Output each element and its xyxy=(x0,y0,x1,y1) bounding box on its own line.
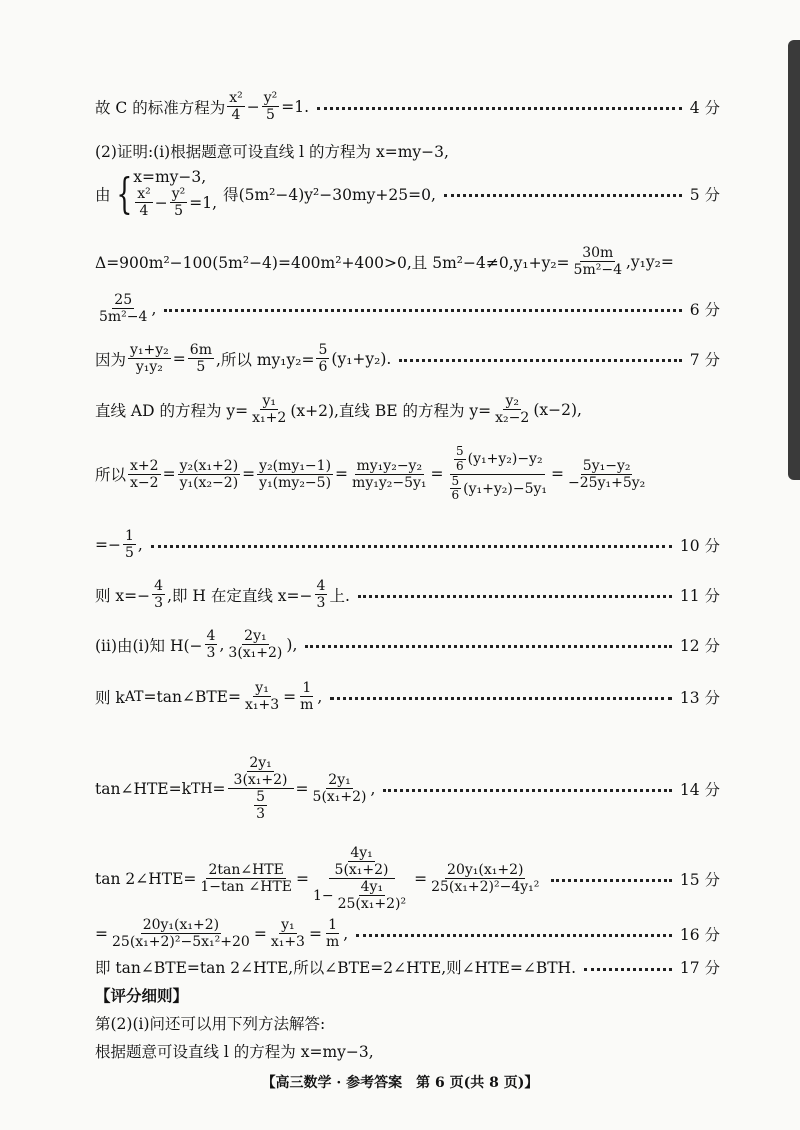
line-system: 由 { x=my−3, $\frac{\text{x²}}{4}$ − $\frac{\text{y²}}{5}$ =1, 得(5m²−4)y²−30my+25=0, 5 分 xyxy=(95,168,720,220)
leader-dots xyxy=(399,359,681,362)
fraction: $\frac{\text{x²}}{4}$ xyxy=(229,90,243,124)
line-tan-2hte: tan 2∠HTE= $\frac{\text{2tan∠HTE}}{\text{1−tan ∠HTE}}$ = $\frac{\text{4y₁}}{\text{5(x₁+2)}}$ 1− $\frac{\text{4y₁}}{\text{25(x₁+2)²}}$ = $\frac{\text{20y₁(x₁+2)}}{\text{25(x₁+2)²−4y₁²}}$ 15 分 xyxy=(95,845,720,913)
score: 10 分 xyxy=(679,536,720,555)
leader-dots xyxy=(584,968,672,971)
score: 6 分 xyxy=(689,300,720,319)
score: 4 分 xyxy=(689,98,720,117)
score: 14 分 xyxy=(679,780,720,799)
leader-dots xyxy=(551,879,671,882)
line-alt-setup: 根据题意可设直线 l 的方程为 x=my−3, xyxy=(95,1043,374,1061)
leader-dots xyxy=(305,645,671,648)
score: 5 分 xyxy=(689,185,720,204)
line-result: =− $\frac{1}{5}$ , 10 分 xyxy=(95,528,720,562)
leader-dots xyxy=(444,194,682,197)
line-fixed-line: 则 x=− $\frac{4}{3}$ ,即 H 在定直线 x=− $\frac{4}{3}$ 上. 11 分 xyxy=(95,578,720,612)
score: 13 分 xyxy=(679,688,720,707)
leader-dots xyxy=(356,934,672,937)
line-final-chain: = $\frac{\text{20y₁(x₁+2)}}{\text{25(x₁+2)²−5x₁²+20}}$ = $\frac{\text{y₁}}{\text{x₁+3}}$ = $\frac{1}{m}$ , 16 分 xyxy=(95,917,720,951)
line-k-at: 则 k AT =tan∠BTE= $\frac{\text{y₁}}{\text{x₁+3}}$ = $\frac{1}{m}$ , 13 分 xyxy=(95,680,720,714)
fraction: $\frac{25}{\text{5m²−4}}$ xyxy=(99,292,148,326)
section-heading: 【评分细则】 xyxy=(95,986,189,1005)
leader-dots xyxy=(151,545,672,548)
fraction: $\frac{\text{y²}}{5}$ xyxy=(263,90,278,124)
nested-fraction: $\frac{\frac{\text{2y₁}}{\text{3(x₁+2)}}}{\frac{5}{3}}$ xyxy=(228,755,294,822)
nested-fraction: $\frac{\text{4y₁}}{\text{5(x₁+2)}}$ 1− $\frac{\text{4y₁}}{\text{25(x₁+2)²}}$ xyxy=(312,845,407,913)
line-alt-method: 第(2)(ⅰ)问还可以用下列方法解答: xyxy=(95,1015,326,1033)
nested-fraction: $\frac{5}{6}$ (y₁+y₂)−y₂ $\frac{5}{6}$ (y₁+y₂)−5y₁ xyxy=(451,444,548,503)
line-proof-start: (2)证明:(ⅰ)根据题意可设直线 l 的方程为 x=my−3, xyxy=(95,143,449,161)
leader-dots xyxy=(330,697,671,700)
equation-system: x=my−3, $\frac{\text{x²}}{4}$ − $\frac{\text{y²}}{5}$ =1, xyxy=(133,168,218,220)
line-point-h: (ⅱ)由(ⅰ)知 H(− $\frac{4}{3}$ , $\frac{\text{2y₁}}{\text{3(x₁+2)}}$ ), 12 分 xyxy=(95,628,720,662)
line-ratio-chain: 所以 $\frac{x+2}{x-2}$ = $\frac{\text{y₂(x₁+2)}}{\text{y₁(x₂−2)}}$ = $\frac{\text{y₂(my₁−1)}}{\text{y₁(my₂−5)}}$ = $\frac{\text{my₁y₂−y₂}}{\text{my₁y₂−5y₁}}$ = $\frac{5}{6}$ (y₁+y₂)−y₂ $\frac{5}{6}$ (y₁+y₂)−5y₁ = $\frac{\text{5y₁−y₂}}{\text{−25y₁+5y₂}}$ xyxy=(95,444,646,503)
line-tan-hte: tan∠HTE=k TH = $\frac{\frac{\text{2y₁}}{\text{3(x₁+2)}}}{\frac{5}{3}}$ = $\frac{\text{2y₁}}{\text{5(x₁+2)}}$ , 14 分 xyxy=(95,755,720,823)
leader-dots xyxy=(164,309,681,312)
line-conclusion: 即 tan∠BTE=tan 2∠HTE,所以∠BTE=2∠HTE,则∠HTE=∠BTH. 17 分 xyxy=(95,956,720,978)
leader-dots xyxy=(317,107,682,110)
scrollbar[interactable] xyxy=(788,40,800,480)
line-ad-be: 直线 AD 的方程为 y= $\frac{\text{y₁}}{\text{x₁+2}}$ (x+2),直线 BE 的方程为 y= $\frac{\text{y₂}}{\text{x₂−2}}$ (x−2), xyxy=(95,393,582,427)
page-footer: 【高三数学 · 参考答案 第 6 页(共 8 页)】 xyxy=(261,1075,539,1091)
line-product: $\frac{25}{\text{5m²−4}}$ , 6 分 xyxy=(99,292,720,326)
score: 15 分 xyxy=(679,870,720,889)
line-discriminant: Δ=900m²−100(5m²−4)=400m²+400>0,且 5m²−4≠0,y₁+y₂= $\frac{30m}{\text{5m²−4}}$ ,y₁y₂= xyxy=(95,245,674,279)
score: 12 分 xyxy=(679,636,720,655)
line-standard-equation: 故 C 的标准方程为 $\frac{\text{x²}}{4}$ − $\frac{\text{y²}}{5}$ =1. 4 分 xyxy=(95,90,720,124)
brace-icon: { xyxy=(115,168,132,218)
line-because: 因为 $\frac{\text{y₁+y₂}}{\text{y₁y₂}}$ = $\frac{6m}{5}$ ,所以 my₁y₂= $\frac{5}{6}$ (y₁+y₂). 7 分 xyxy=(95,342,720,376)
score: 16 分 xyxy=(679,925,720,944)
score: 7 分 xyxy=(689,350,720,369)
fraction: $\frac{30m}{\text{5m²−4}}$ xyxy=(573,245,622,279)
leader-dots xyxy=(358,595,672,598)
score: 17 分 xyxy=(679,959,720,977)
score: 11 分 xyxy=(679,586,720,605)
leader-dots xyxy=(383,789,671,792)
